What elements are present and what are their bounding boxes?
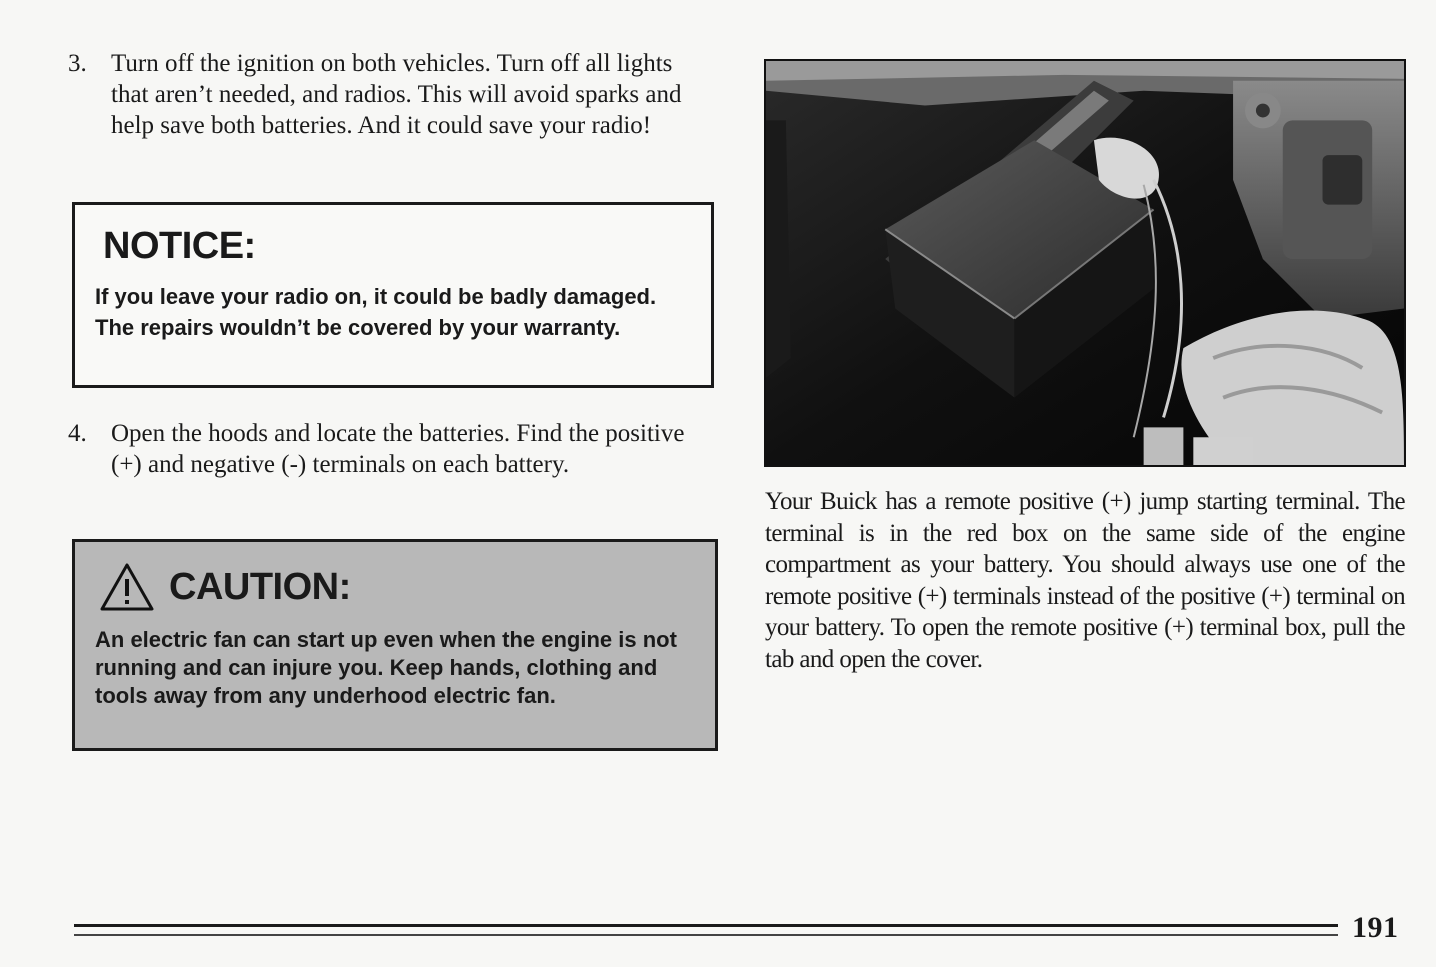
photo-caption: Your Buick has a remote positive (+) jump starting terminal. The terminal is in the red box on the same side of the engine compartment as your battery. You should always use one of the remote positive (+) terminals instead of the positive (+) terminal on your battery. To open the remote positive (+) terminal box, pull the tab and open the cover.	[765, 488, 1405, 673]
page-number: 191	[1352, 911, 1399, 944]
footer-rule-thin	[74, 934, 1338, 936]
step-number: 4.	[68, 420, 87, 447]
footer-rule-thick	[74, 924, 1338, 927]
caution-title: CAUTION:	[169, 565, 351, 608]
caution-box	[72, 539, 718, 751]
step-4	[68, 418, 708, 480]
step-3	[68, 48, 708, 141]
notice-title: NOTICE:	[103, 225, 256, 267]
step-text: Turn off the ignition on both vehicles. Turn off all lights that aren’t needed, and radios. This will avoid sparks and help save both batteries. And it could save your radio!	[111, 50, 682, 139]
notice-body: If you leave your radio on, it could be badly damaged. The repairs wouldn’t be covered by your warranty.	[95, 284, 657, 340]
caution-header	[99, 560, 351, 614]
notice-box	[72, 202, 714, 388]
step-text: Open the hoods and locate the batteries. Find the positive (+) and negative (-) terminals on each battery.	[111, 420, 685, 478]
warning-triangle-icon	[99, 562, 155, 612]
terminal-box-illustration	[766, 61, 1404, 465]
engine-compartment-photo	[764, 59, 1406, 467]
caution-body: An electric fan can start up even when the engine is not running and can injure you. Keep hands, clothing and tools away from any underhood electric fan.	[95, 627, 677, 708]
step-number: 3.	[68, 50, 87, 77]
